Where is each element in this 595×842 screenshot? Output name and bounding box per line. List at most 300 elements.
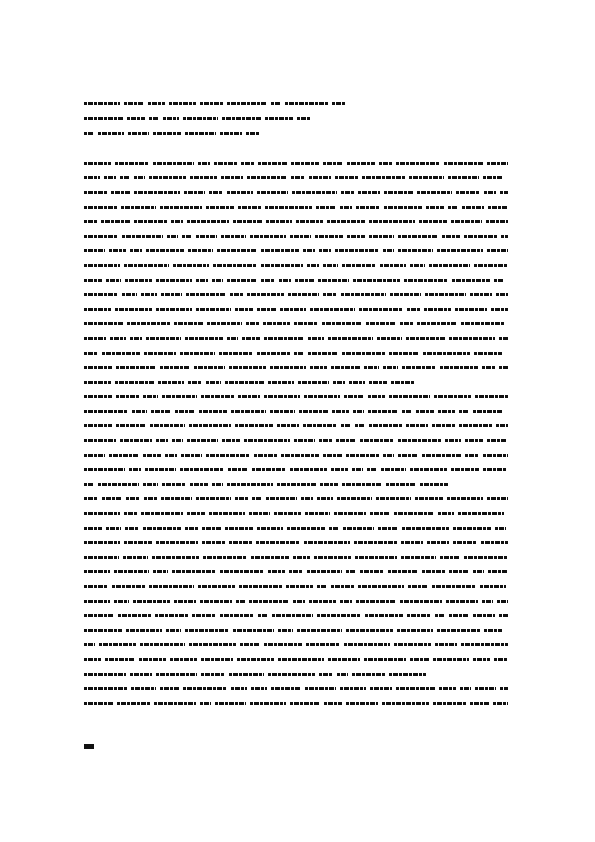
word-mark: [238, 395, 260, 398]
word-mark: [287, 527, 325, 530]
word-mark: [151, 410, 171, 413]
word-mark: [120, 176, 130, 179]
word-mark: [149, 176, 186, 179]
text-line: [84, 696, 512, 711]
word-mark: [344, 643, 390, 646]
word-mark: [484, 191, 496, 194]
header-block: [84, 96, 512, 141]
word-mark: [440, 366, 479, 369]
word-mark: [139, 658, 167, 661]
word-mark: [496, 424, 508, 427]
word-mark: [235, 424, 274, 427]
word-mark: [202, 527, 221, 530]
word-mark: [199, 410, 227, 413]
word-mark: [156, 308, 192, 311]
word-mark: [227, 191, 254, 194]
word-mark: [172, 439, 183, 442]
word-mark: [124, 512, 137, 515]
word-mark: [394, 643, 431, 646]
word-mark: [323, 162, 343, 165]
word-mark: [257, 308, 276, 311]
word-mark: [382, 702, 429, 705]
word-mark: [342, 264, 377, 267]
word-mark: [220, 614, 255, 617]
word-mark: [433, 702, 466, 705]
word-mark: [324, 702, 342, 705]
word-mark: [390, 293, 421, 296]
word-mark: [222, 117, 261, 120]
word-mark: [277, 483, 316, 486]
word-mark: [323, 293, 337, 296]
text-line: [84, 535, 512, 550]
word-mark: [229, 673, 264, 676]
word-mark: [185, 629, 229, 632]
word-mark: [227, 102, 267, 105]
word-mark: [192, 614, 216, 617]
word-mark: [143, 483, 158, 486]
word-mark: [109, 249, 126, 252]
word-mark: [444, 162, 484, 165]
word-mark: [368, 395, 385, 398]
word-mark: [398, 249, 433, 252]
word-mark: [133, 600, 171, 603]
word-mark: [124, 102, 144, 105]
word-mark: [156, 673, 197, 676]
word-mark: [128, 132, 149, 135]
word-mark: [383, 454, 394, 457]
word-mark: [227, 483, 273, 486]
word-mark: [483, 468, 507, 471]
word-mark: [423, 352, 470, 355]
word-mark: [160, 366, 190, 369]
word-mark: [491, 308, 508, 311]
word-mark: [426, 206, 444, 209]
word-mark: [437, 629, 480, 632]
word-mark: [268, 570, 285, 573]
word-mark: [482, 600, 493, 603]
word-mark: [144, 352, 176, 355]
word-mark: [237, 658, 275, 661]
text-line: [84, 331, 512, 346]
word-mark: [398, 439, 441, 442]
word-mark: [358, 191, 380, 194]
word-mark: [114, 600, 129, 603]
word-mark: [435, 614, 445, 617]
text-line: [84, 521, 512, 536]
word-mark: [116, 366, 157, 369]
word-mark: [220, 132, 242, 135]
word-mark: [404, 279, 448, 282]
word-mark: [417, 191, 453, 194]
word-mark: [166, 629, 181, 632]
word-mark: [84, 176, 100, 179]
word-mark: [410, 658, 429, 661]
word-mark: [482, 366, 495, 369]
word-mark: [340, 206, 353, 209]
word-mark: [285, 102, 328, 105]
word-mark: [299, 410, 328, 413]
word-mark: [346, 702, 378, 705]
word-mark: [281, 454, 319, 457]
text-line: [84, 375, 512, 390]
word-mark: [437, 249, 484, 252]
word-mark: [118, 614, 152, 617]
word-mark: [141, 512, 183, 515]
word-mark: [131, 687, 157, 690]
word-mark: [134, 176, 145, 179]
word-mark: [153, 132, 181, 135]
word-mark: [156, 439, 168, 442]
word-mark: [475, 687, 496, 690]
word-mark: [274, 512, 301, 515]
word-mark: [194, 366, 225, 369]
word-mark: [246, 132, 259, 135]
word-mark: [84, 497, 98, 500]
word-mark: [271, 102, 281, 105]
word-mark: [264, 395, 301, 398]
word-mark: [465, 454, 479, 457]
word-mark: [347, 162, 376, 165]
word-mark: [165, 454, 177, 457]
word-mark: [290, 235, 311, 238]
word-mark: [401, 556, 436, 559]
word-mark: [252, 497, 262, 500]
word-mark: [105, 658, 135, 661]
word-mark: [180, 468, 224, 471]
text-line: [84, 419, 512, 434]
word-mark: [188, 381, 202, 384]
word-mark: [369, 424, 402, 427]
word-mark: [323, 454, 342, 457]
text-line: [84, 492, 512, 507]
word-mark: [369, 235, 394, 238]
word-mark: [84, 702, 113, 705]
word-mark: [384, 206, 422, 209]
word-mark: [84, 424, 112, 427]
word-mark: [213, 264, 258, 267]
word-mark: [438, 512, 454, 515]
text-line: [84, 477, 512, 492]
word-mark: [453, 541, 478, 544]
text-line: [84, 244, 512, 259]
word-mark: [84, 132, 94, 135]
text-line: [84, 667, 512, 682]
word-mark: [327, 220, 366, 223]
word-mark: [254, 454, 277, 457]
word-mark: [174, 322, 203, 325]
word-mark: [84, 117, 123, 120]
word-mark: [298, 381, 329, 384]
word-mark: [156, 541, 198, 544]
word-mark: [449, 337, 496, 340]
word-mark: [270, 366, 306, 369]
word-mark: [400, 322, 413, 325]
word-mark: [180, 352, 215, 355]
body-text: [84, 156, 512, 711]
word-mark: [229, 541, 253, 544]
word-mark: [342, 483, 382, 486]
word-mark: [380, 264, 406, 267]
word-mark: [417, 322, 457, 325]
word-mark: [384, 191, 413, 194]
word-mark: [317, 585, 327, 588]
word-mark: [240, 643, 260, 646]
word-mark: [110, 337, 126, 340]
word-mark: [117, 702, 150, 705]
word-mark: [487, 249, 508, 252]
word-mark: [419, 220, 447, 223]
word-mark: [257, 352, 290, 355]
word-mark: [486, 220, 508, 223]
word-mark: [415, 497, 443, 500]
word-mark: [319, 673, 333, 676]
word-mark: [494, 279, 503, 282]
word-mark: [446, 600, 479, 603]
word-mark: [346, 570, 356, 573]
word-mark: [84, 249, 105, 252]
word-mark: [125, 279, 152, 282]
word-mark: [112, 585, 145, 588]
word-mark: [496, 293, 508, 296]
word-mark: [167, 235, 178, 238]
word-mark: [370, 687, 392, 690]
word-mark: [343, 527, 374, 530]
word-mark: [249, 512, 270, 515]
word-mark: [84, 439, 116, 442]
word-mark: [143, 527, 181, 530]
word-mark: [449, 570, 470, 573]
word-mark: [435, 643, 458, 646]
word-mark: [328, 337, 374, 340]
word-mark: [198, 162, 210, 165]
word-mark: [175, 410, 195, 413]
word-mark: [397, 629, 433, 632]
word-mark: [322, 322, 362, 325]
word-mark: [111, 191, 130, 194]
word-mark: [160, 687, 179, 690]
word-mark: [449, 614, 470, 617]
word-mark: [500, 191, 508, 194]
word-mark: [158, 381, 184, 384]
word-mark: [439, 687, 457, 690]
word-mark: [181, 454, 202, 457]
word-mark: [264, 337, 304, 340]
word-mark: [333, 381, 345, 384]
word-mark: [440, 556, 461, 559]
word-mark: [121, 206, 157, 209]
word-mark: [416, 410, 434, 413]
word-mark: [470, 702, 489, 705]
word-mark: [448, 206, 459, 209]
text-line: [84, 594, 512, 609]
word-mark: [368, 410, 398, 413]
word-mark: [256, 541, 300, 544]
word-mark: [261, 264, 303, 267]
word-mark: [201, 395, 234, 398]
word-mark: [206, 454, 251, 457]
word-mark: [307, 264, 319, 267]
word-mark: [495, 527, 506, 530]
word-mark: [183, 117, 218, 120]
text-line: [84, 448, 512, 463]
word-mark: [84, 629, 122, 632]
word-mark: [346, 454, 380, 457]
word-mark: [355, 424, 365, 427]
word-mark: [84, 410, 128, 413]
word-mark: [84, 322, 123, 325]
word-mark: [315, 235, 343, 238]
word-mark: [278, 629, 293, 632]
word-mark: [126, 497, 141, 500]
word-mark: [398, 454, 418, 457]
word-mark: [84, 206, 117, 209]
word-mark: [236, 600, 246, 603]
word-mark: [483, 176, 503, 179]
word-mark: [84, 454, 105, 457]
word-mark: [171, 220, 183, 223]
word-mark: [163, 117, 179, 120]
word-mark: [473, 658, 490, 661]
word-mark: [258, 614, 268, 617]
header-line: [84, 111, 512, 126]
word-mark: [153, 570, 168, 573]
word-mark: [378, 527, 398, 530]
text-line: [84, 185, 512, 200]
word-mark: [250, 702, 286, 705]
word-mark: [410, 264, 425, 267]
word-mark: [104, 176, 116, 179]
word-mark: [200, 102, 223, 105]
word-mark: [84, 308, 111, 311]
word-mark: [353, 279, 400, 282]
word-mark: [304, 541, 351, 544]
word-mark: [189, 643, 236, 646]
word-mark: [474, 352, 502, 355]
word-mark: [134, 220, 168, 223]
word-mark: [301, 497, 313, 500]
word-mark: [225, 527, 253, 530]
word-mark: [364, 366, 379, 369]
word-mark: [98, 483, 139, 486]
text-line: [84, 506, 512, 521]
word-mark: [101, 220, 130, 223]
word-mark: [294, 352, 304, 355]
text-line: [84, 550, 512, 565]
word-mark: [203, 556, 248, 559]
word-mark: [84, 483, 94, 486]
word-mark: [488, 206, 508, 209]
word-mark: [106, 279, 121, 282]
word-mark: [474, 264, 508, 267]
word-mark: [383, 366, 398, 369]
word-mark: [196, 497, 231, 500]
word-mark: [470, 293, 492, 296]
word-mark: [369, 381, 387, 384]
word-mark: [292, 191, 337, 194]
word-mark: [494, 658, 508, 661]
word-mark: [358, 585, 404, 588]
word-mark: [220, 570, 265, 573]
word-mark: [320, 483, 338, 486]
word-mark: [129, 468, 141, 471]
word-mark: [452, 279, 490, 282]
word-mark: [337, 497, 373, 500]
word-mark: [124, 264, 170, 267]
word-mark: [235, 497, 249, 500]
word-mark: [84, 527, 102, 530]
word-mark: [185, 527, 198, 530]
word-mark: [264, 643, 303, 646]
text-line: [84, 214, 512, 229]
word-mark: [473, 614, 495, 617]
word-mark: [433, 658, 470, 661]
word-mark: [341, 424, 352, 427]
word-mark: [102, 497, 122, 500]
word-mark: [115, 162, 150, 165]
word-mark: [447, 497, 484, 500]
word-mark: [451, 220, 483, 223]
word-mark: [317, 614, 362, 617]
word-mark: [377, 337, 402, 340]
word-mark: [206, 381, 221, 384]
word-mark: [291, 176, 305, 179]
word-mark: [209, 191, 223, 194]
word-mark: [370, 512, 390, 515]
word-mark: [488, 570, 508, 573]
word-mark: [238, 206, 262, 209]
word-mark: [251, 556, 289, 559]
word-mark: [126, 629, 162, 632]
word-mark: [140, 643, 186, 646]
word-mark: [146, 249, 184, 252]
word-mark: [310, 366, 327, 369]
word-mark: [500, 687, 508, 690]
word-mark: [258, 162, 287, 165]
word-mark: [309, 600, 336, 603]
word-mark: [305, 512, 330, 515]
text-line: [84, 638, 512, 653]
word-mark: [190, 176, 217, 179]
word-mark: [342, 352, 385, 355]
word-mark: [84, 468, 125, 471]
word-mark: [265, 206, 312, 209]
word-mark: [448, 176, 479, 179]
word-mark: [331, 468, 348, 471]
word-mark: [442, 235, 461, 238]
word-mark: [360, 439, 394, 442]
word-mark: [308, 337, 324, 340]
word-mark: [464, 235, 497, 238]
word-mark: [277, 424, 299, 427]
word-mark: [84, 556, 119, 559]
word-mark: [481, 541, 508, 544]
word-mark: [229, 366, 267, 369]
word-mark: [84, 395, 112, 398]
word-mark: [247, 293, 285, 296]
word-mark: [425, 293, 467, 296]
word-mark: [308, 352, 338, 355]
word-mark: [473, 570, 484, 573]
word-mark: [398, 235, 438, 238]
word-mark: [347, 235, 366, 238]
word-mark: [143, 395, 159, 398]
word-mark: [268, 381, 294, 384]
word-mark: [84, 600, 110, 603]
word-mark: [353, 410, 364, 413]
word-mark: [406, 337, 445, 340]
word-mark: [289, 570, 303, 573]
word-mark: [156, 279, 192, 282]
